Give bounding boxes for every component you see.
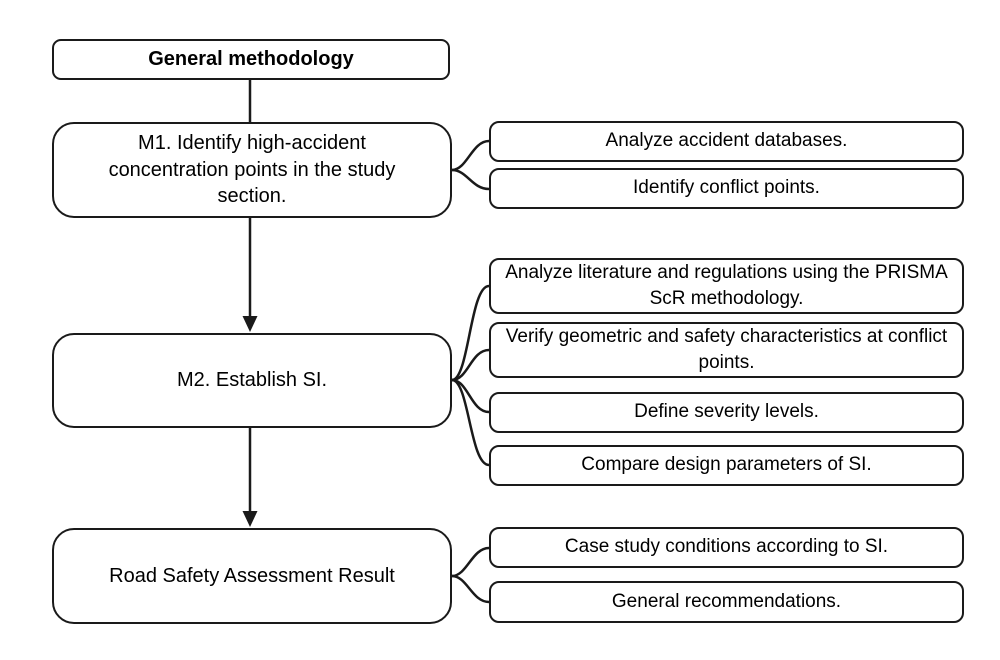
m1-output-1-label: Analyze accident databases. (605, 130, 848, 152)
m1-output-analyze-databases-box (489, 121, 964, 162)
step-m1-box (52, 122, 452, 218)
m1-output-conflict-points-box (489, 168, 964, 209)
arrowhead-m1-to-m2-icon (243, 316, 258, 332)
result-output-1-label: Case study conditions according to SI. (564, 536, 889, 558)
title-box (52, 39, 450, 80)
step-m1-label: M1. Identify high-accident concentration points in the study section. (108, 132, 396, 208)
brace-m1-output-2 (452, 170, 489, 189)
m2-output-2-label: Verify geometric and safety characteristics at conflict points. (505, 325, 948, 373)
brace-m1-output-1 (452, 141, 489, 170)
brace-m2-output-4 (452, 380, 489, 465)
step-result-box (52, 528, 452, 624)
m2-output-1-label: Analyze literature and regulations using the PRISMA ScR methodology. (505, 261, 948, 309)
step-result-label: Road Safety Assessment Result (109, 564, 395, 587)
result-output-recommendations-box (489, 581, 964, 623)
m2-output-3-label: Define severity levels. (634, 401, 819, 423)
title-label: General methodology (148, 48, 354, 70)
result-output-case-study-box (489, 527, 964, 568)
m2-output-verify-geometric-box (489, 322, 964, 378)
m2-output-compare-parameters-box (489, 445, 964, 486)
brace-result-output-2 (452, 576, 489, 602)
result-output-2-label: General recommendations. (611, 590, 842, 612)
brace-result-output-1 (452, 548, 489, 576)
arrowhead-m2-to-result-icon (243, 511, 258, 527)
m2-output-severity-levels-box (489, 392, 964, 433)
step-m2-box (52, 333, 452, 428)
m2-output-prisma-box (489, 258, 964, 314)
step-m2-label: M2. Establish SI. (176, 369, 328, 392)
m1-output-2-label: Identify conflict points. (633, 177, 820, 199)
m2-output-4-label: Compare design parameters of SI. (581, 454, 872, 476)
